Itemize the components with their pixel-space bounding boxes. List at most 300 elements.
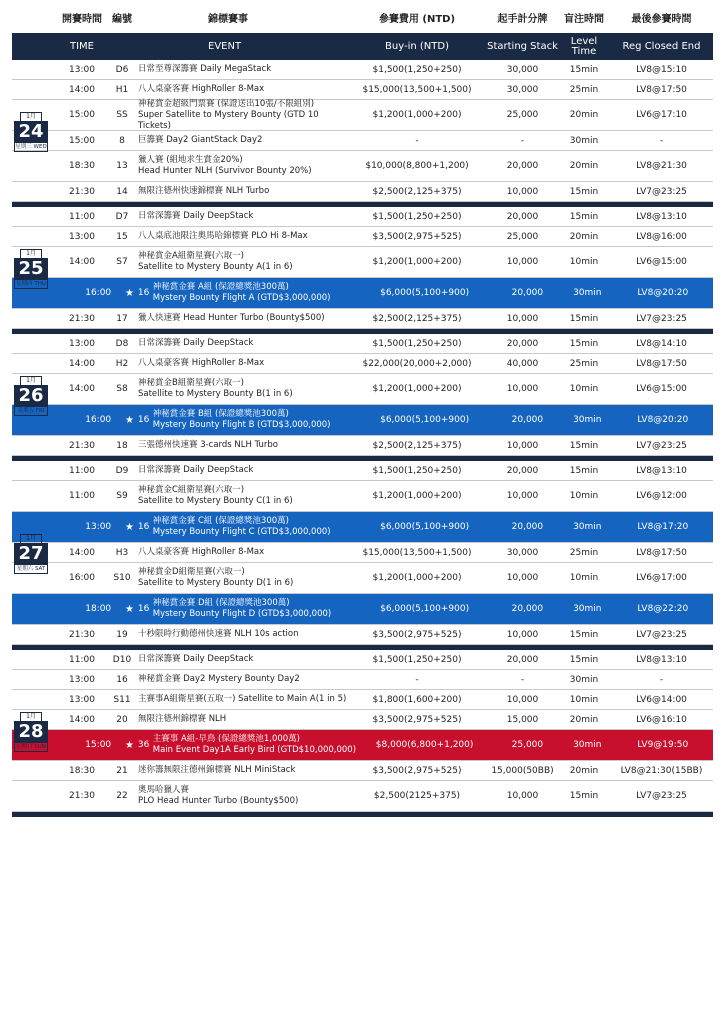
reg-closed: LV8@21:30 [636, 161, 687, 171]
event-name [138, 207, 347, 226]
event-name [138, 100, 347, 130]
event-row [12, 182, 713, 202]
starting-stack: 25,000 [506, 231, 539, 242]
reg-closed: LV8@16:00 [636, 231, 687, 242]
starting-stack: 10,000 [506, 573, 539, 583]
date-column-spacer [12, 670, 58, 689]
date-column-spacer [12, 207, 58, 226]
event-row [12, 374, 713, 405]
header-cn-event: 錦標賽事 [208, 14, 248, 25]
event-name-subline: Mystery Bounty Flight D (GTD$3,000,000) [152, 609, 332, 619]
date-column-spacer [12, 481, 58, 511]
starting-stack: 20,000 [506, 161, 539, 171]
buyin-value: $15,000(13,500+1,500) [362, 547, 472, 558]
event-id-text: 36 [137, 740, 150, 750]
event-id-text: 16 [137, 522, 150, 532]
day-block [12, 60, 713, 202]
event-name-line: 神秘賞金賽 B組 (保證總獎池300萬) [152, 409, 289, 419]
level-time: 20min [569, 231, 599, 242]
day-block [12, 334, 713, 456]
reg-closed: LV8@21:30(15BB) [620, 765, 703, 776]
date-badge [14, 712, 48, 752]
starting-stack: 30,000 [506, 84, 539, 95]
event-time: 16:00 [69, 573, 95, 583]
starting-stack: 10,000 [506, 186, 539, 197]
event-row [12, 670, 713, 690]
level-time: 30min [573, 522, 602, 532]
badge-day: 24 [14, 121, 48, 143]
starting-stack: 30,000 [506, 64, 539, 75]
english-header-bar [12, 33, 713, 60]
event-name-line: 十秒限時行動德州快速賽 NLH 10s action [138, 629, 299, 639]
header-cn-id: 編號 [112, 14, 132, 25]
event-name-subline: Satellite to Mystery Bounty D(1 in 6) [138, 578, 294, 588]
reg-closed: LV6@12:00 [636, 491, 687, 501]
level-time: 25min [569, 84, 599, 95]
buyin-value: $3,500(2,975+525) [372, 231, 462, 242]
event-row [12, 100, 713, 131]
day-block [12, 207, 713, 329]
buyin-value: $1,200(1,000+200) [372, 573, 462, 583]
starting-stack: 40,000 [506, 358, 539, 369]
event-name [138, 781, 347, 811]
starting-stack: 10,000 [506, 440, 539, 451]
starting-stack: 10,000 [506, 791, 539, 801]
event-id [122, 512, 153, 542]
event-name-line: 獵人快速賽 Head Hunter Turbo (Bounty$500) [138, 313, 325, 323]
event-name-line: 神秘賞金賽 D組 (保證總獎池300萬) [152, 598, 290, 608]
event-name-line: 獵人賽 (組地求生賞金20%) [138, 155, 243, 165]
date-column-spacer [12, 690, 58, 709]
event-row [12, 436, 713, 456]
reg-closed: LV7@23:25 [636, 791, 687, 801]
buyin-value: $1,500(1,250+250) [372, 654, 462, 665]
buyin-value: $2,500(2,125+375) [372, 440, 462, 451]
event-id: 21 [116, 765, 128, 776]
star-icon: ★ [124, 287, 134, 299]
header-en-reg: Reg Closed End [622, 40, 701, 52]
event-name [138, 625, 347, 644]
event-row [12, 151, 713, 182]
event-id: D6 [115, 64, 129, 75]
buyin-value: $22,000(20,000+2,000) [362, 358, 472, 369]
event-name-line: 神秘賞金D組衛星賽(六取一) [138, 567, 245, 577]
buyin-value: $6,000(5,100+900) [380, 522, 470, 532]
event-time: 11:00 [69, 211, 95, 222]
starting-stack: 30,000 [506, 547, 539, 558]
header-cn-level: 盲注時間 [564, 14, 604, 25]
buyin-value: $1,500(1,250+250) [372, 465, 462, 476]
buyin-value: $1,800(1,600+200) [372, 694, 462, 705]
event-row [12, 625, 713, 645]
buyin-value: $2,500(2,125+375) [372, 313, 462, 324]
event-time [57, 278, 122, 308]
event-id [122, 594, 153, 624]
starting-stack: 15,000 [506, 714, 539, 725]
starting-stack: 20,000 [511, 288, 544, 298]
buyin-value: $6,000(5,100+900) [380, 288, 470, 298]
level-time: 30min [573, 288, 602, 298]
event-id [122, 405, 153, 435]
event-row [12, 481, 713, 512]
event-name [153, 405, 357, 435]
reg-closed: LV6@17:10 [636, 110, 687, 120]
featured-event-row [12, 594, 713, 625]
reg-closed: LV8@17:50 [636, 547, 687, 558]
buyin-value: $2,500(2,125+375) [372, 186, 462, 197]
level-time: 15min [569, 211, 599, 222]
event-id-text: 16 [137, 288, 150, 298]
event-id: 20 [116, 714, 128, 725]
event-name-line: 主賽事A組衛星賽(五取一) Satellite to Main A(1 in 5) [138, 694, 347, 704]
date-column-spacer [12, 182, 58, 201]
event-name-line: 迷你籌無限注德州錦標賽 NLH MiniStack [138, 765, 296, 775]
header-en-time: TIME [69, 40, 94, 52]
level-time: 15min [569, 629, 599, 640]
star-icon: ★ [124, 739, 134, 751]
event-name-line: 神秘賞金賽 Day2 Mystery Bounty Day2 [138, 674, 300, 684]
event-name-subline: Mystery Bounty Flight B (GTD$3,000,000) [152, 420, 331, 430]
day-block [12, 650, 713, 812]
reg-closed: LV8@13:10 [636, 654, 687, 665]
event-time: 21:30 [69, 791, 95, 801]
event-time: 21:30 [69, 186, 95, 197]
buyin-value: - [415, 135, 419, 146]
event-id: H3 [115, 547, 129, 558]
event-name-subline: Satellite to Mystery Bounty A(1 in 6) [138, 262, 293, 272]
event-name [138, 543, 347, 562]
event-name-line: 八人桌底池限注奧馬哈錦標賽 PLO Hi 8-Max [138, 231, 308, 241]
event-name [153, 278, 357, 308]
reg-closed: LV8@17:20 [637, 522, 689, 532]
event-name [153, 730, 357, 760]
buyin-value: $8,000(6,800+1,200) [375, 740, 474, 750]
starting-stack: - [520, 135, 525, 146]
event-name-line: 巨籌賽 Day2 GiantStack Day2 [138, 135, 263, 145]
event-name [138, 374, 347, 404]
level-time: 10min [569, 257, 599, 267]
event-id: SS [116, 110, 128, 120]
buyin-value: $10,000(8,800+1,200) [365, 161, 469, 171]
level-time: 25min [569, 547, 599, 558]
event-time: 13:00 [69, 231, 95, 242]
event-time: 13:00 [69, 674, 95, 685]
badge-month: 1月 [20, 249, 42, 258]
event-name [138, 227, 347, 246]
event-name-subline: Main Event Day1A Early Bird (GTD$10,000,000) [152, 745, 357, 755]
event-id: S7 [116, 257, 128, 267]
event-time-text: 15:00 [85, 740, 112, 750]
event-time: 11:00 [69, 465, 95, 476]
buyin-value: - [415, 674, 419, 685]
event-name-line: 奧馬哈獵人賽 [138, 785, 190, 795]
header-en-stack: Starting Stack [487, 40, 558, 52]
event-id: 13 [116, 161, 128, 171]
event-row [12, 227, 713, 247]
event-row [12, 334, 713, 354]
badge-weekday: 星期五 FRI [14, 407, 48, 416]
featured-event-row [12, 278, 713, 309]
header-en-date-spacer [12, 33, 58, 60]
event-row [12, 207, 713, 227]
level-time: 15min [569, 338, 599, 349]
date-column-spacer [12, 594, 57, 624]
reg-closed: - [659, 674, 664, 685]
date-badge [14, 112, 48, 152]
badge-weekday: 星期三 WED [15, 144, 47, 150]
date-column-spacer [12, 461, 58, 480]
starting-stack: 10,000 [506, 257, 539, 267]
event-id-text: 16 [137, 604, 150, 614]
reg-closed: LV9@19:50 [637, 740, 689, 750]
event-id: 15 [116, 231, 128, 242]
badge-month: 1月 [20, 712, 42, 721]
reg-closed: LV8@17:50 [636, 358, 687, 369]
header-en-id-spacer [106, 33, 138, 60]
event-name [138, 80, 347, 99]
event-id: 8 [119, 135, 125, 146]
level-time: 15min [569, 654, 599, 665]
schedule-table [12, 60, 713, 817]
badge-weekday: 星期四 THU [14, 280, 48, 289]
event-row [12, 80, 713, 100]
starting-stack: - [520, 674, 525, 685]
event-name-line: 日常深籌賽 Daily DeepStack [138, 338, 254, 348]
event-time: 14:00 [69, 84, 95, 95]
buyin-value: $1,500(1,250+250) [372, 64, 462, 75]
buyin-value: $1,500(1,250+250) [372, 211, 462, 222]
event-name [138, 761, 347, 780]
starting-stack: 20,000 [511, 604, 544, 614]
event-time: 18:30 [69, 765, 95, 776]
event-id: S10 [113, 573, 131, 583]
featured-event-row [12, 405, 713, 436]
event-time: 14:00 [69, 358, 95, 369]
event-row [12, 563, 713, 594]
event-time: 21:30 [69, 440, 95, 451]
date-column-spacer [12, 151, 58, 181]
buyin-value: $6,000(5,100+900) [380, 415, 470, 425]
date-column-spacer [12, 60, 58, 79]
table-end-bar [12, 812, 713, 817]
starting-stack: 15,000(50BB) [491, 765, 554, 776]
event-row [12, 690, 713, 710]
reg-closed: - [659, 135, 664, 146]
reg-closed: LV6@17:00 [636, 573, 687, 583]
star-icon: ★ [124, 603, 134, 615]
level-time: 30min [569, 674, 599, 685]
event-time-text: 18:00 [85, 604, 112, 614]
level-time: 30min [569, 135, 599, 146]
event-name [138, 710, 347, 729]
event-time [57, 512, 122, 542]
event-id: D10 [112, 654, 132, 665]
level-time: 20min [569, 110, 599, 120]
event-time-text: 16:00 [85, 415, 112, 425]
event-name [138, 670, 347, 689]
header-cn-buyin: 參賽費用 (NTD) [378, 14, 456, 25]
event-name-line: 神秘賞金A組衛星賽(六取一) [138, 251, 244, 261]
buyin-value: $1,500(1,250+250) [372, 338, 462, 349]
buyin-value: $3,500(2,975+525) [372, 629, 462, 640]
event-name [138, 309, 347, 328]
event-row [12, 60, 713, 80]
date-column-spacer [12, 227, 58, 246]
featured-event-row [12, 512, 713, 543]
starting-stack: 20,000 [511, 522, 544, 532]
event-name-line: 神秘賞金超級門票賽 (保證送出10張/不限組別) [138, 98, 315, 109]
reg-closed: LV7@23:25 [636, 629, 687, 640]
event-name [138, 60, 347, 79]
event-name-line: 神秘賞金賽 C組 (保證總獎池300萬) [152, 516, 289, 526]
event-name [138, 650, 347, 669]
level-time: 25min [569, 358, 599, 369]
event-time: 11:00 [69, 654, 95, 665]
event-name [138, 354, 347, 373]
header-date-spacer [12, 10, 58, 30]
event-row [12, 543, 713, 563]
header-cn-reg: 最後參賽時間 [631, 14, 692, 25]
event-id: 16 [116, 674, 128, 685]
event-time: 14:00 [69, 257, 95, 267]
event-name [153, 512, 357, 542]
starting-stack: 20,000 [506, 338, 539, 349]
level-time: 20min [569, 714, 599, 725]
level-time: 15min [569, 64, 599, 75]
date-badge [14, 376, 48, 416]
starting-stack: 10,000 [506, 491, 539, 501]
event-time [57, 730, 122, 760]
date-column-spacer [12, 781, 58, 811]
event-time-text: 13:00 [85, 522, 112, 532]
star-icon: ★ [124, 414, 134, 426]
event-id: 22 [116, 791, 128, 801]
header-cn-stack: 起手計分牌 [497, 14, 548, 25]
reg-closed: LV7@23:25 [636, 313, 687, 324]
level-time: 10min [569, 694, 599, 705]
reg-closed: LV8@17:50 [636, 84, 687, 95]
event-id [122, 278, 153, 308]
starting-stack: 20,000 [511, 415, 544, 425]
event-row [12, 354, 713, 374]
date-column-spacer [12, 761, 58, 780]
reg-closed: LV8@22:20 [637, 604, 689, 614]
event-name-subline: Mystery Bounty Flight C (GTD$3,000,000) [152, 527, 331, 537]
reg-closed: LV7@23:25 [636, 440, 687, 451]
event-row [12, 710, 713, 730]
event-row [12, 761, 713, 781]
level-time: 15min [569, 186, 599, 197]
event-name-line: 日常深籌賽 Daily DeepStack [138, 211, 254, 221]
reg-closed: LV8@14:10 [636, 338, 687, 349]
starting-stack: 20,000 [506, 465, 539, 476]
event-name-line: 八人桌豪客賽 HighRoller 8-Max [138, 358, 265, 368]
event-id: S9 [116, 491, 128, 501]
event-time: 13:00 [69, 64, 95, 75]
event-name-subline: Satellite to Mystery Bounty C(1 in 6) [138, 496, 293, 506]
badge-month: 1月 [20, 376, 42, 385]
level-time: 30min [573, 415, 602, 425]
header-en-level: Level Time [570, 35, 598, 57]
date-column-spacer [12, 80, 58, 99]
badge-weekday: 星期六 SAT [14, 565, 48, 574]
event-id: D9 [115, 465, 129, 476]
event-row [12, 131, 713, 151]
badge-month: 1月 [20, 112, 42, 121]
reg-closed: LV8@13:10 [636, 211, 687, 222]
event-id: 14 [116, 186, 128, 197]
level-time: 30min [573, 740, 602, 750]
event-name-subline: Mystery Bounty Flight A (GTD$3,000,000) [152, 293, 331, 303]
event-name [138, 334, 347, 353]
buyin-value: $1,200(1,000+200) [372, 110, 462, 120]
badge-day: 27 [14, 543, 48, 565]
event-row [12, 247, 713, 278]
date-column-spacer [12, 650, 58, 669]
header-cn-time: 開賽時間 [62, 14, 102, 25]
reg-closed: LV6@15:00 [636, 257, 687, 267]
badge-month: 1月 [20, 534, 42, 543]
event-time [57, 594, 122, 624]
reg-closed: LV8@15:10 [636, 64, 687, 75]
header-en-buyin: Buy-in (NTD) [385, 40, 449, 52]
buyin-value: $6,000(5,100+900) [380, 604, 470, 614]
date-column-spacer [12, 436, 58, 455]
starting-stack: 10,000 [506, 313, 539, 324]
buyin-value: $3,500(2,975+525) [372, 765, 462, 776]
event-name-subline: PLO Head Hunter Turbo (Bounty$500) [138, 796, 299, 806]
level-time: 10min [569, 384, 599, 394]
event-name [153, 594, 357, 624]
date-column-spacer [12, 354, 58, 373]
level-time: 15min [569, 465, 599, 476]
date-column-spacer [12, 334, 58, 353]
level-time: 15min [569, 791, 599, 801]
level-time: 15min [569, 313, 599, 324]
event-name [138, 131, 347, 150]
event-id: H1 [115, 84, 129, 95]
event-name-line: 神秘賞金賽 A組 (保證總獎池300萬) [152, 282, 289, 292]
event-name [138, 151, 347, 181]
event-time: 14:00 [69, 547, 95, 558]
event-time: 13:00 [69, 694, 95, 705]
level-time: 20min [569, 161, 599, 171]
reg-closed: LV6@16:10 [636, 714, 687, 725]
event-name-line: 神秘賞金C組衛星賽(六取一) [138, 485, 245, 495]
event-row [12, 650, 713, 670]
event-id: S11 [113, 694, 131, 705]
date-column-spacer [12, 625, 58, 644]
date-badge [14, 249, 48, 289]
event-id: 19 [116, 629, 128, 640]
badge-weekday: 星期日 SUN [14, 743, 48, 752]
event-time: 21:30 [69, 629, 95, 640]
starting-stack: 25,000 [506, 110, 539, 120]
badge-day: 26 [14, 385, 48, 407]
event-time: 14:00 [69, 384, 95, 394]
header-en-event: EVENT [208, 40, 242, 52]
reg-closed: LV7@23:25 [636, 186, 687, 197]
badge-day: 25 [14, 258, 48, 280]
event-time: 21:30 [69, 313, 95, 324]
chinese-header-row [12, 10, 713, 30]
buyin-value: $15,000(13,500+1,500) [362, 84, 472, 95]
event-id: 17 [116, 313, 128, 324]
event-name-line: 日常深籌賽 Daily DeepStack [138, 654, 254, 664]
event-name-line: 無限注德州錦標賽 NLH [138, 714, 227, 724]
badge-day: 28 [14, 721, 48, 743]
event-name [138, 481, 347, 511]
